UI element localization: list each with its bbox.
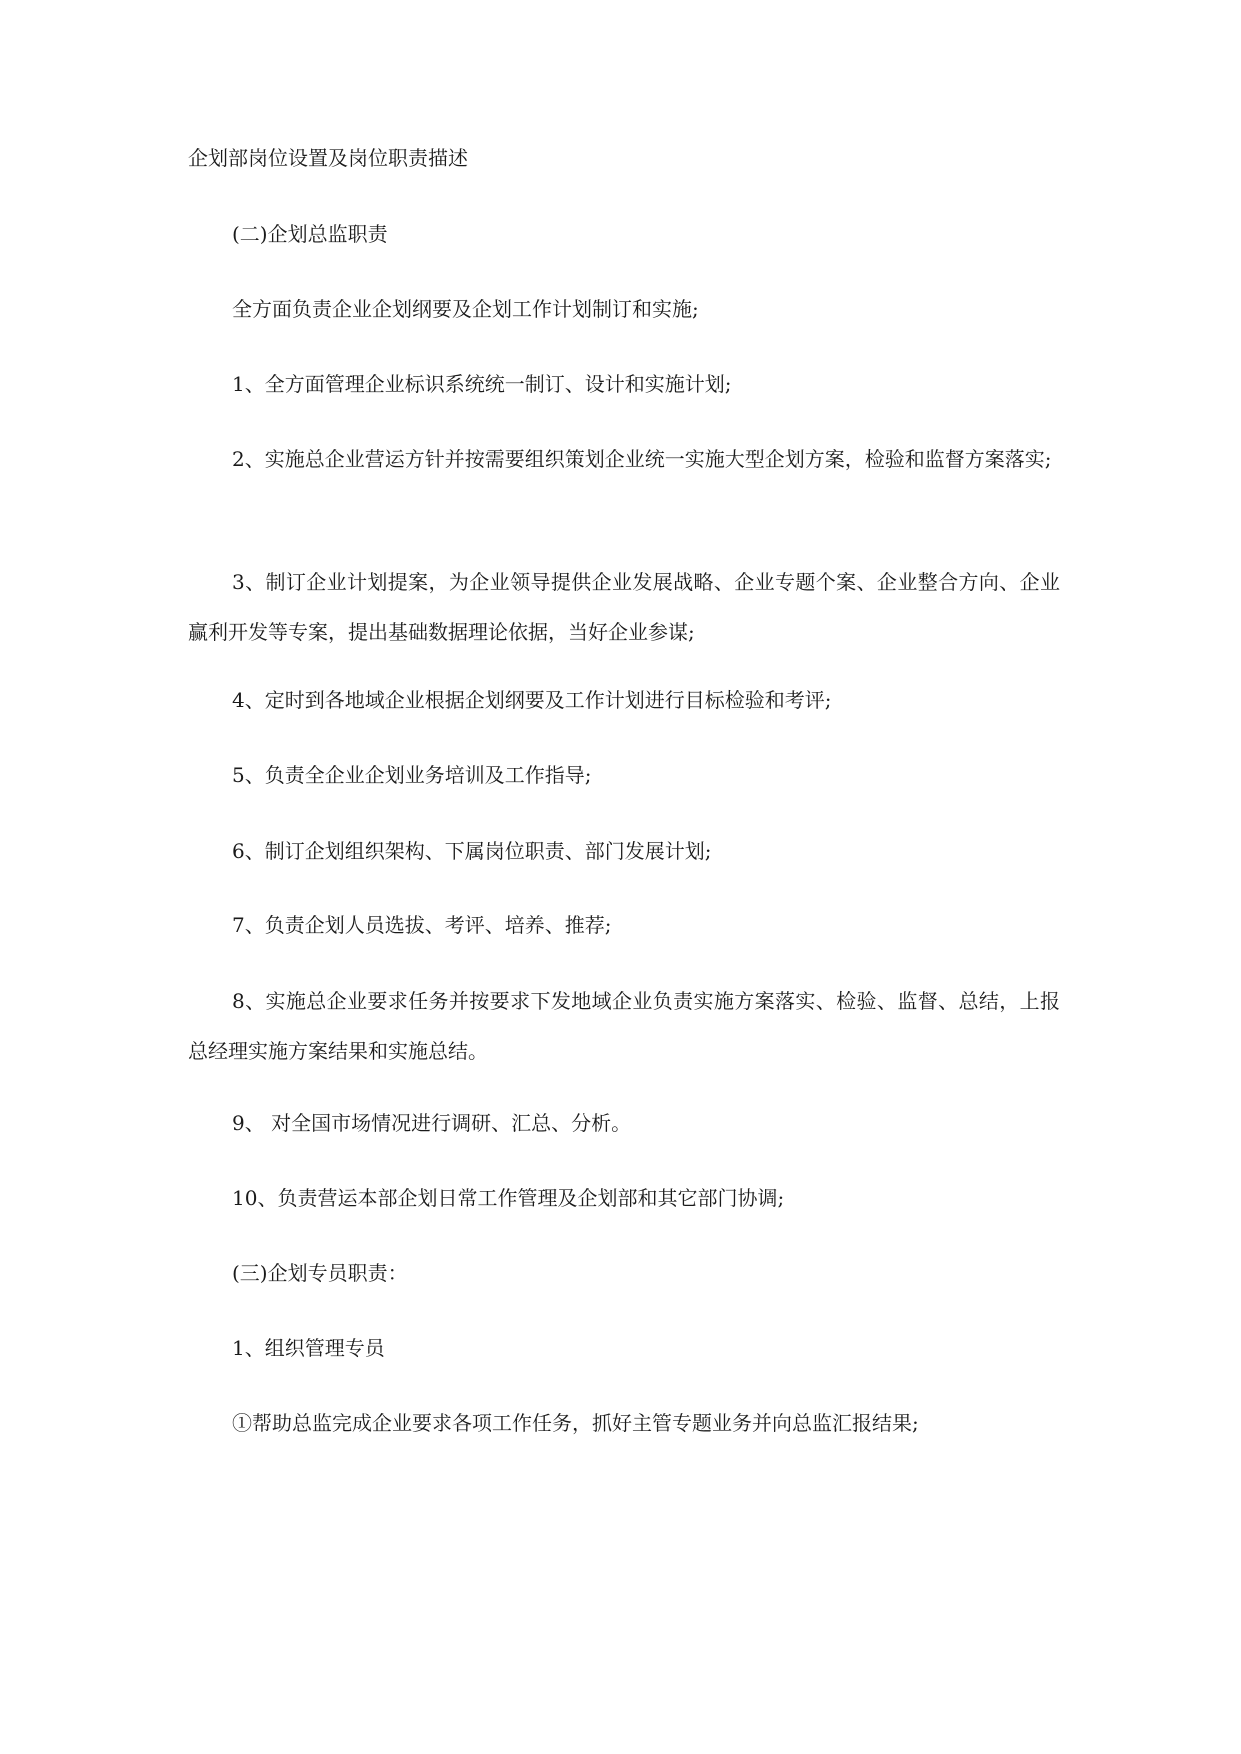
section-heading-specialist: (三)企划专员职责： [232, 1261, 408, 1285]
list-item: 2、实施总企业营运方针并按需要组织策划企业统一实施大型企划方案，检验和监督方案落实; [232, 447, 1052, 471]
list-item: 4、定时到各地域企业根据企划纲要及工作计划进行目标检验和考评; [232, 688, 832, 712]
list-item: 3、制订企业计划提案，为企业领导提供企业发展战略、企业专题个案、企业整合方向、企业赢利开发等专案，提出基础数据理论依据，当好企业参谋; [188, 570, 1060, 644]
list-item: 5、负责全企业企划业务培训及工作指导; [232, 763, 592, 787]
list-item: 10、负责营运本部企划日常工作管理及企划部和其它部门协调; [232, 1186, 785, 1210]
section-heading-director: (二)企划总监职责 [232, 222, 388, 246]
list-item: 9、 对全国市场情况进行调研、汇总、分析。 [232, 1111, 632, 1135]
document-title: 企划部岗位设置及岗位职责描述 [188, 146, 468, 170]
sub-list-item: ①帮助总监完成企业要求各项工作任务，抓好主管专题业务并向总监汇报结果; [232, 1411, 919, 1435]
list-item: 8、实施总企业要求任务并按要求下发地域企业负责实施方案落实、检验、监督、总结，上报总经理实施方案结果和实施总结。 [188, 989, 1060, 1063]
list-item: 6、制订企划组织架构、下属岗位职责、部门发展计划; [232, 839, 712, 863]
sub-heading: 1、组织管理专员 [232, 1336, 385, 1360]
overview-text: 全方面负责企业企划纲要及企划工作计划制订和实施; [232, 297, 699, 321]
list-item: 7、负责企划人员选拔、考评、培养、推荐; [232, 913, 612, 937]
list-item: 1、全方面管理企业标识系统统一制订、设计和实施计划; [232, 372, 732, 396]
